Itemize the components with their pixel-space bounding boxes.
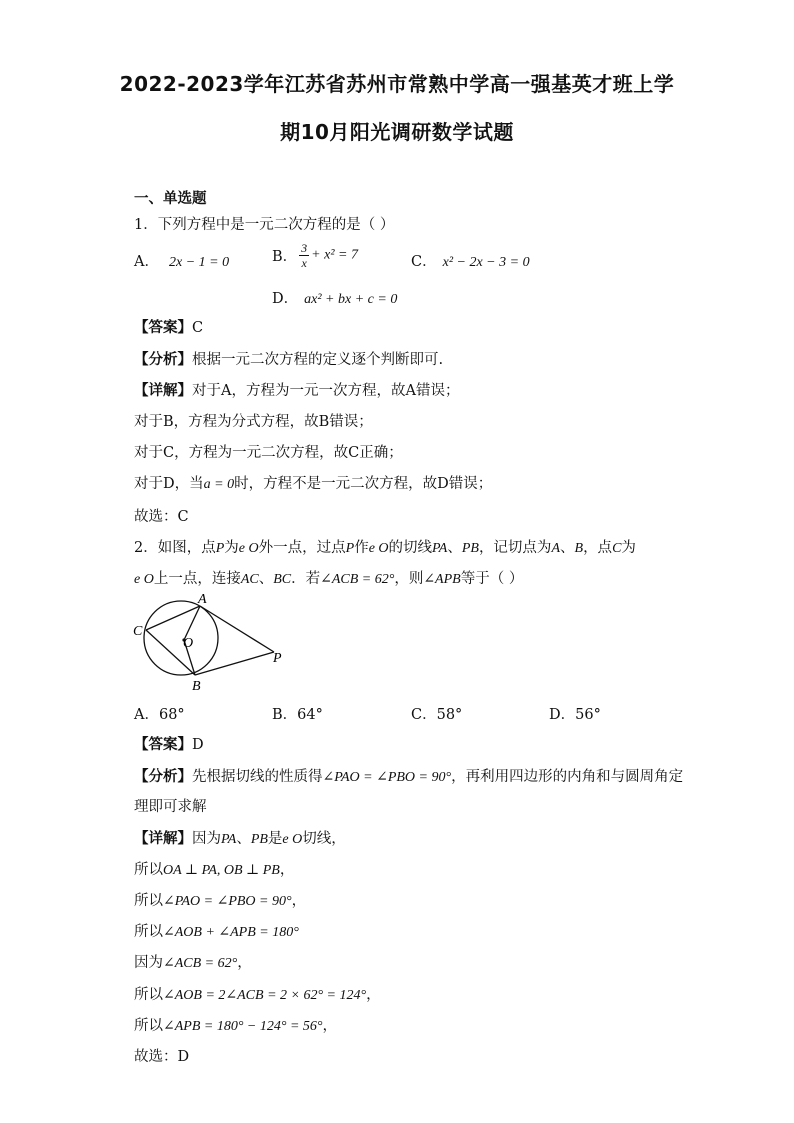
q2-option-c: C．58°	[411, 707, 463, 723]
q2-analysis-line1: 【分析】先根据切线的性质得∠PAO = ∠PBO = 90°，再利用四边形的内角和与圆周角定	[134, 769, 684, 785]
q2-analysis-line2: 理即可求解	[134, 799, 207, 815]
tangent-pa	[200, 606, 274, 652]
chord-ca	[146, 606, 200, 630]
q2-detail-3: 所以∠PAO = ∠PBO = 90°，	[134, 893, 307, 909]
q2-detail-1: 【详解】因为PA、PB是e O切线，	[134, 831, 346, 847]
q1-detail-4: 对于D，当a = 0时，方程不是一元二次方程，故D错误；	[134, 476, 493, 492]
q1-option-a: A． 2x − 1 = 0	[134, 254, 230, 270]
q1-stem: 1．下列方程中是一元二次方程的是（ ）	[134, 217, 395, 233]
q2-stem-line2: e O上一点，连接AC、BC．若∠ACB = 62°，则∠APB等于（ ）	[134, 571, 524, 587]
q2-choose: 故选：D	[134, 1049, 190, 1065]
q2-detail-5: 因为∠ACB = 62°，	[134, 955, 252, 971]
q1-option-d: D． ax² + bx + c = 0	[272, 291, 398, 307]
tangent-pb	[195, 652, 274, 675]
section-heading: 一、单选题	[134, 191, 207, 207]
q2-detail-6: 所以∠AOB = 2∠ACB = 2 × 62° = 124°，	[134, 987, 381, 1003]
document-title-line2: 期10月阳光调研数学试题	[280, 120, 514, 144]
q2-detail-4: 所以∠AOB + ∠APB = 180°	[134, 924, 299, 940]
q1-choose: 故选：C	[134, 509, 189, 525]
q1-option-c: C． x² − 2x − 3 = 0	[411, 254, 530, 270]
q2-option-b: B．64°	[272, 707, 323, 723]
q2-option-d: D．56°	[549, 707, 601, 723]
q1-detail-1: 【详解】对于A，方程为一元一次方程，故A错误；	[134, 383, 460, 399]
q1-detail-3: 对于C，方程为一元二次方程，故C正确；	[134, 445, 403, 461]
q1-analysis: 【分析】根据一元二次方程的定义逐个判断即可.	[134, 352, 444, 368]
label-a: A	[198, 592, 207, 607]
q2-detail-7: 所以∠APB = 180° − 124° = 56°，	[134, 1018, 338, 1034]
q1-option-b: B． $\frac{3}{x}$ + x² = 7	[272, 241, 358, 270]
label-o: O	[183, 636, 194, 651]
q2-geometry-figure	[128, 590, 298, 700]
q2-option-a: A．68°	[134, 707, 185, 723]
q2-answer: 【答案】D	[134, 737, 204, 753]
label-b: B	[192, 679, 201, 694]
q1-answer: 【答案】C	[134, 320, 204, 336]
label-c: C	[133, 624, 143, 639]
q2-detail-2: 所以OA ⊥ PA, OB ⊥ PB，	[134, 862, 295, 878]
radius-oa	[184, 606, 200, 640]
label-p: P	[273, 651, 282, 666]
document-title-line1: 2022-2023学年江苏省苏州市常熟中学高一强基英才班上学	[119, 72, 675, 96]
q2-stem-line1: 2．如图，点P为e O外一点，过点P作e O的切线PA、PB，记切点为A、B，点C为	[134, 540, 636, 556]
q1-detail-2: 对于B，方程为分式方程，故B错误；	[134, 414, 373, 430]
